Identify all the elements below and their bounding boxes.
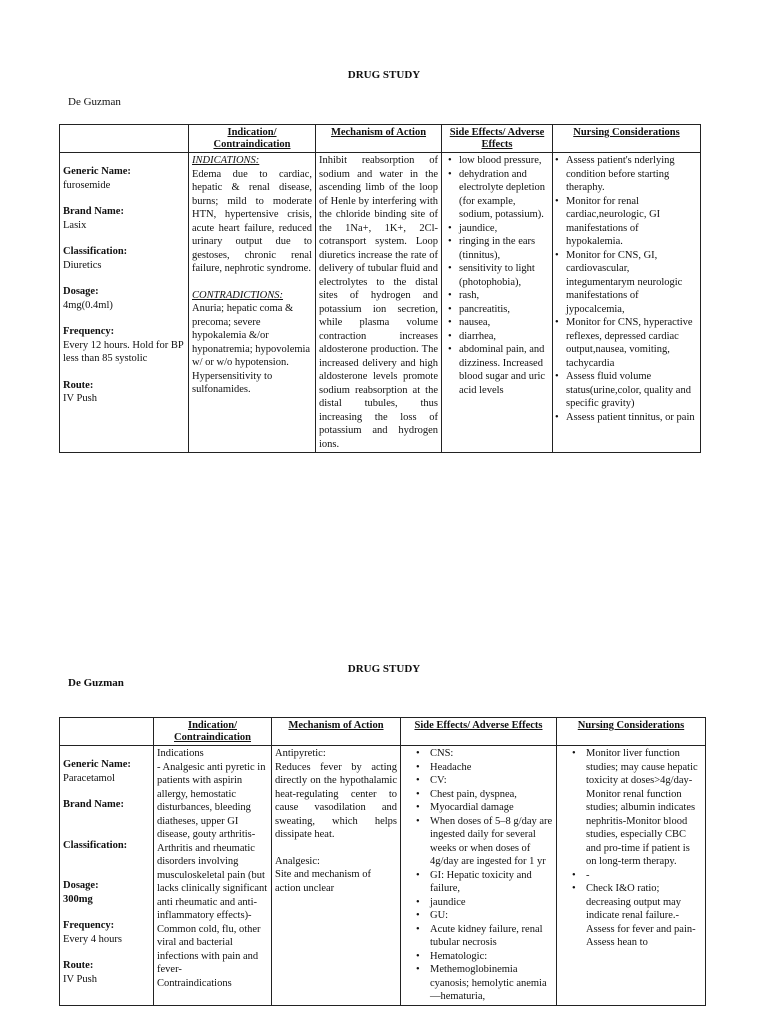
header-nursing-2: Nursing Considerations: [557, 718, 706, 746]
side-effect-item: • pancreatitis,: [459, 303, 549, 317]
indication-cell-2: Indications - Analgesic anti pyretic in patients with aspirin allergy, hemostatic disturbances, bleeding diatheses, upper GI disease, gouty arthritis- Arthritis and rheumatic disorders involving musculoskeletal pain (but lacks clinically significant anti rheumatic and anti-inflammatory effects)- Common cold, flu, other viral and bacterial infections with pain and fever- Contraindications: [154, 746, 272, 1006]
dosage-value: 4mg(0.4ml): [63, 299, 113, 311]
frequency-label: Frequency:: [63, 326, 115, 337]
nursing-item: • Assess patient tinnitus, or pain: [566, 411, 697, 425]
route-label-2: Route:: [63, 960, 94, 971]
nursing-item: • Check I&O ratio; decreasing output may indicate renal failure.-Assess for fever and pain- Assess hean to: [586, 882, 702, 950]
side-effect-item: • GU:: [430, 909, 553, 923]
drug-info-cell-2: [60, 746, 154, 1006]
classification-label-2: Classification:: [63, 839, 128, 851]
generic-name-value-2: Paracetamol: [63, 772, 115, 784]
side-effect-item: • Hematologic:: [430, 950, 553, 964]
drug-study-table-2: [59, 717, 706, 1006]
mechanism-antipyretic: Antipyretic: Reduces fever by acting directly on the hypothalamic heat-regulating center to cause vasodilation and sweating, which helps dissipate heat.: [275, 748, 397, 840]
side-effect-item: • CV:: [430, 774, 553, 788]
header-blank-2: [60, 718, 154, 746]
side-effect-item: • Headache: [430, 761, 553, 775]
frequency-value-2: Every 4 hours: [63, 933, 122, 945]
side-effect-item: • diarrhea,: [459, 330, 549, 344]
side-effect-item: • low blood pressure,: [459, 154, 549, 168]
indications-heading: INDICATIONS:: [192, 155, 260, 166]
route-value: IV Push: [63, 393, 97, 404]
brand-name-value: Lasix: [63, 219, 87, 231]
side-effect-item: • jaundice,: [459, 222, 549, 236]
header-indication-2: Indication/ Contraindication: [154, 718, 272, 746]
nursing-cell-2: [557, 746, 706, 1006]
nursing-item: • Monitor for CNS, GI, cardiovascular, integumentarym neurologic manifestations of jypocalcemia,: [566, 249, 697, 317]
author-name: De Guzman: [68, 96, 121, 108]
side-effect-item: • When doses of 5–8 g/day are ingested daily for several weeks or when doses of 4g/day are ingested for 1 yr: [430, 815, 553, 869]
side-effect-item: • Chest pain, dyspnea,: [430, 788, 553, 802]
side-effects-cell-2: [401, 746, 557, 1006]
nursing-item: • Assess fluid volume status(urine,color, quality and specific gravity): [566, 370, 697, 411]
dosage-label-2: Dosage:: [63, 880, 99, 891]
side-effect-item: • Myocardial damage: [430, 801, 553, 815]
header-mechanism: Mechanism of Action: [316, 125, 442, 153]
frequency-value: Every 12 hours. Hold for BP less than 85 systolic: [63, 339, 184, 364]
mechanism-cell-2: [272, 746, 401, 1006]
side-effect-item: • Acute kidney failure, renal tubular necrosis: [430, 923, 553, 950]
brand-name-label-2: Brand Name:: [63, 799, 124, 810]
author-name-2: De Guzman: [68, 677, 124, 689]
route-label: Route:: [63, 379, 94, 391]
side-effect-item: • nausea,: [459, 316, 549, 330]
nursing-item: • Assess patient's nderlying condition before starting theraphy.: [566, 154, 697, 195]
classification-value: Diuretics: [63, 259, 102, 271]
side-effect-item: • Methemoglobinemia cyanosis; hemolytic anemia—hematuria,: [430, 963, 553, 1004]
nursing-item: • Monitor liver function studies; may cause hepatic toxicity at doses>4g/day- Monitor renal function studies; albumin indicates nephritis-Monitor blood studies, especially CBC and pro-time if patient is on long-term therapy.: [586, 747, 702, 869]
side-effect-item: • GI: Hepatic toxicity and failure,: [430, 869, 553, 896]
side-effect-item: • abdominal pain, and dizziness. Increased blood sugar and uric acid levels: [459, 343, 549, 397]
side-effect-item: • sensitivity to light (photophobia),: [459, 262, 549, 289]
page-title: DRUG STUDY: [347, 69, 421, 81]
side-effects-list-2: [404, 747, 553, 1004]
header-indication: Indication/ Contraindication: [189, 125, 316, 153]
dosage-label: Dosage:: [63, 286, 99, 297]
header-nursing: Nursing Considerations: [553, 125, 701, 153]
route-value-2: IV Push: [63, 973, 97, 985]
side-effect-item: • jaundice: [430, 896, 553, 910]
nursing-item: • -: [586, 869, 702, 883]
dosage-value-2: 300mg: [63, 893, 93, 905]
contradictions-heading: CONTRADICTIONS:: [192, 289, 284, 301]
generic-name-label: Generic Name:: [63, 166, 131, 177]
side-effect-item: • rash,: [459, 289, 549, 303]
header-side-effects: Side Effects/ Adverse Effects: [442, 125, 553, 153]
classification-label: Classification:: [63, 246, 128, 257]
side-effect-item: • CNS:: [430, 747, 553, 761]
contradictions-text: Anuria; hepatic coma & precoma; severe hypokalemia &/or hyponatremia; hypovolemia w/ or w/o hypotension. Hypersensitivity to sulfonamides.: [192, 303, 311, 395]
mechanism-analgesic: Analgesic: Site and mechanism of action unclear: [275, 855, 371, 894]
page-title-2: DRUG STUDY: [347, 663, 421, 675]
generic-name-value: furosemide: [63, 179, 111, 191]
frequency-label-2: Frequency:: [63, 920, 115, 931]
header-mechanism-2: Mechanism of Action: [272, 718, 401, 746]
header-side-effects-2: Side Effects/ Adverse Effects: [401, 718, 557, 746]
nursing-item: • Monitor for renal cardiac,neurologic, GI manifestations of hypokalemia.: [566, 195, 697, 249]
nursing-item: • Monitor for CNS, hyperactive reflexes, depressed cardiac output,nausea, vomiting, tachycardia: [566, 316, 697, 370]
indications-text: Edema due to cardiac, hepatic & renal disease, burns; mild to moderate HTN, hypertensive crisis, acute heart failure, reduced urinary output due to gestoses, chronic renal failure, nephrotic syndrome.: [192, 168, 312, 274]
side-effect-item: • ringing in the ears (tinnitus),: [459, 235, 549, 262]
brand-name-label: Brand Name:: [63, 206, 124, 217]
mechanism-cell: Inhibit reabsorption of sodium and water in the ascending limb of the loop of Henle by interfering with the chloride binding site of the 1Na+, 1K+, 2Cl- cotransport system. Loop diuretics increase the rate of delivery of tubular fluid and electrolytes to the distal sites of hydrogen and potassium ion secretion, while plasma volume contraction increases aldosterone production. The increased delivery and high aldosterone levels promote sodium reabsorption at the distal tubules, thus increasing the loss of potassium and hydrogen ions.: [316, 153, 442, 453]
generic-name-label-2: Generic Name:: [63, 759, 131, 770]
side-effect-item: • dehydration and electrolyte depletion (for example, sodium, potassium).: [459, 168, 549, 222]
nursing-list-2: [560, 747, 702, 950]
